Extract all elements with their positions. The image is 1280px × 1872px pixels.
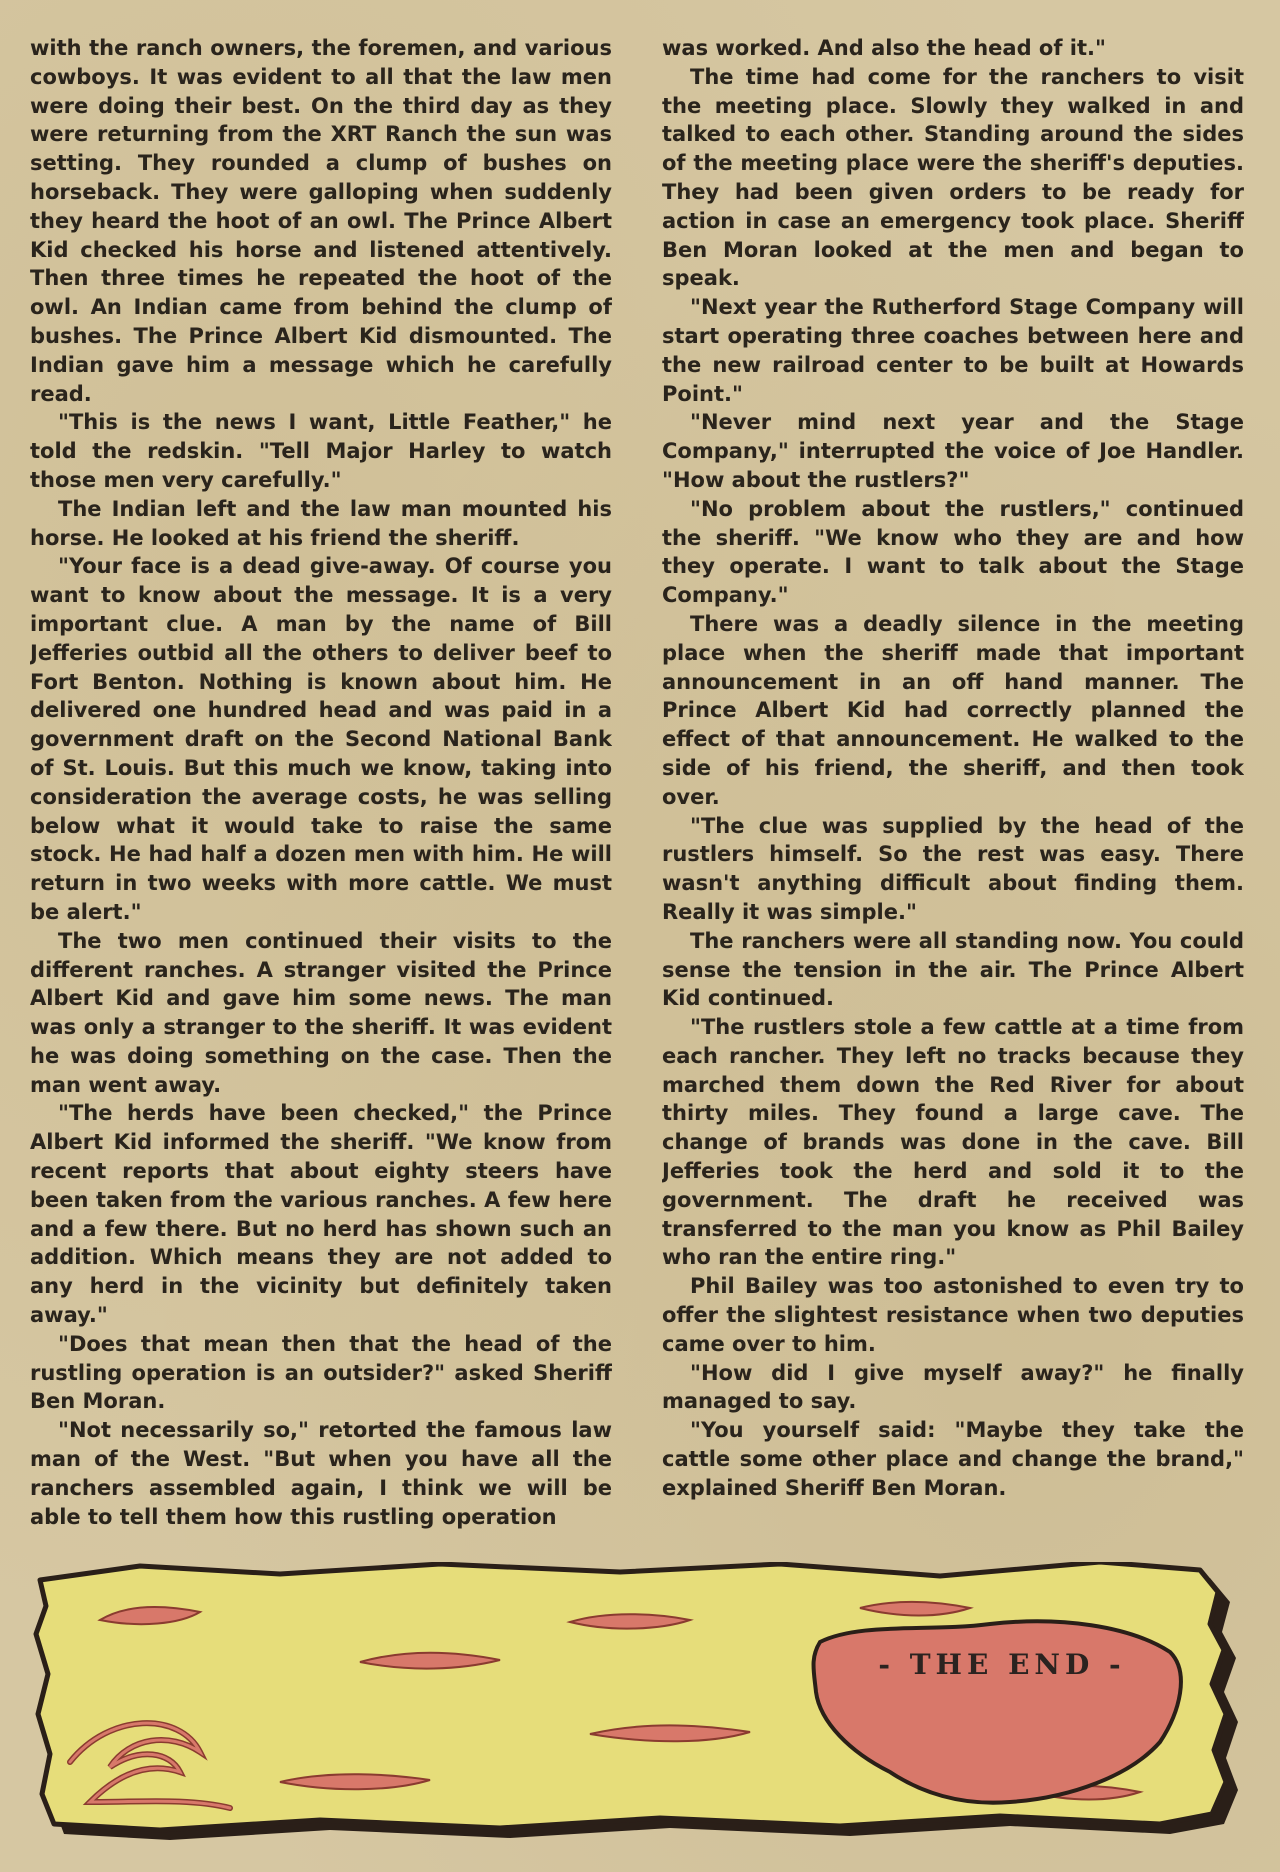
- paragraph: "Does that mean then that the head of the rustling operation is an outsider?" asked Sheriff Ben Moran.: [30, 1331, 612, 1414]
- paragraph: "The herds have been checked," the Prince Albert Kid informed the sheriff. "We know from recent reports that about eighty steers have been taken from the various ranches. A few here and a few there. But no herd has shown such an addition. Which means they are not added to any herd in the vicinity but definitely taken away.": [30, 1101, 612, 1328]
- paragraph: The ranchers were all standing now. You could sense the tension in the air. The Prince Albert Kid continued.: [662, 928, 1244, 1011]
- paragraph: "Never mind next year and the Stage Company," interrupted the voice of Joe Handler. "How about the rustlers?": [662, 410, 1244, 492]
- paragraph: The Indian left and the law man mounted his horse. He looked at his friend the sheriff.: [30, 496, 612, 550]
- paragraph: "No problem about the rustlers," continued the sheriff. "We know who they are and how they operate. I want to talk about the Stage Company.": [662, 496, 1244, 608]
- paragraph: There was a deadly silence in the meeting place when the sheriff made that important announcement in an off hand manner. The Prince Albert Kid had correctly planned the effect of that announcement. He walked to the side of his friend, the sheriff, and then took over.: [662, 611, 1244, 809]
- wood-plank-illustration: [30, 1562, 1252, 1844]
- paragraph: The two men continued their visits to the different ranches. A stranger visited the Prince Albert Kid and gave him some news. The man was only a stranger to the sheriff. It was evident he was doing something on the case. Then the man went away.: [30, 928, 612, 1097]
- story-column-right: [662, 34, 1244, 1534]
- story-column-left: [30, 34, 612, 1534]
- paragraph: "The rustlers stole a few cattle at a time from each rancher. They left no tracks because they marched them down the Red River for about thirty miles. They found a large cave. The change of brands was done in the cave. Bill Jefferies took the herd and sold it to the government. The draft he received was transferred to the man you know as Phil Bailey who ran the entire ring.": [662, 1015, 1244, 1270]
- paragraph: "Next year the Rutherford Stage Company will start operating three coaches between here and the new railroad center to be built at Howards Point.": [662, 295, 1244, 406]
- paragraph: The time had come for the ranchers to visit the meeting place. Slowly they walked in and talked to each other. Standing around the sides of the meeting place were the sheriff's deputies. They had been given orders to be ready for action in case an emergency took place. Sheriff Ben Moran looked at the men and began to speak.: [662, 64, 1244, 291]
- paragraph: "How did I give myself away?" he finally managed to say.: [662, 1360, 1244, 1414]
- paragraph: "Not necessarily so," retorted the famous law man of the West. "But when you have all the ranchers assembled again, I think we will be able to tell them how this rustling operation: [30, 1418, 612, 1529]
- paragraph: with the ranch owners, the foremen, and various cowboys. It was evident to all that the law men were doing their best. On the third day as they were returning from the XRT Ranch the sun was setting. They rounded a clump of bushes on horseback. They were galloping when suddenly they heard the hoot of an owl. The Prince Albert Kid checked his horse and listened attentively. Then three times he repeated the hoot of the owl. An Indian came from behind the clump of bushes. The Prince Albert Kid dismounted. The Indian gave him a message which he carefully read.: [30, 36, 612, 406]
- paragraph: "The clue was supplied by the head of the rustlers himself. So the rest was easy. There wasn't anything difficult about finding them. Really it was simple.": [662, 813, 1244, 924]
- paragraph: Phil Bailey was too astonished to even try to offer the slightest resistance when two deputies came over to him.: [662, 1274, 1244, 1356]
- story-columns: [30, 34, 1244, 1534]
- paragraph: "Your face is a dead give-away. Of course you want to know about the message. It is a very important clue. A man by the name of Bill Jefferies outbid all the others to deliver beef to Fort Benton. Nothing is known about him. He delivered one hundred head and was paid in a government draft on the Second National Bank of St. Louis. But this much we know, taking into consideration the average costs, he was selling below what it would take to raise the same stock. He had half a dozen men with him. He will return in two weeks with more cattle. We must be alert.": [30, 554, 612, 924]
- paragraph: was worked. And also the head of it.": [662, 36, 1106, 60]
- the-end-banner: [30, 1562, 1252, 1844]
- paragraph: "You yourself said: "Maybe they take the cattle some other place and change the brand," explained Sheriff Ben Moran.: [662, 1418, 1244, 1500]
- paragraph: "This is the news I want, Little Feather," he told the redskin. "Tell Major Harley to watch those men very carefully.": [30, 410, 612, 492]
- the-end-title: - THE END -: [878, 1648, 1126, 1681]
